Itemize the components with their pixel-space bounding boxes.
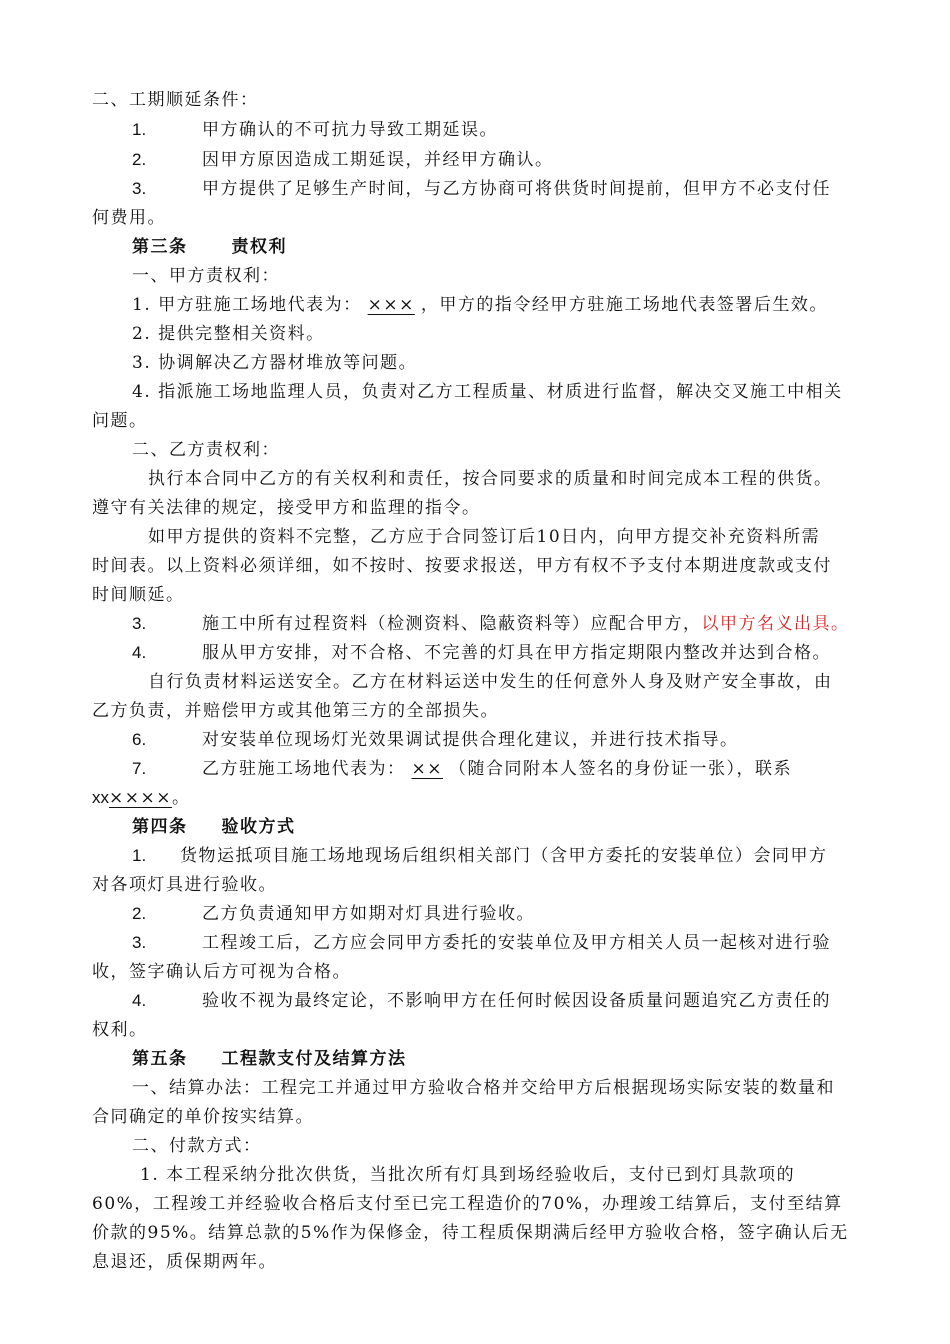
article-title: 工程款支付及结算方法 [221,1049,407,1069]
clause: 4. 指派施工场地监理人员，负责对乙方工程质量、材质进行监督，解决交叉施工中相关 [132,382,843,402]
item-number: 1. [132,846,147,865]
list-item [132,900,912,928]
clause: 如甲方提供的资料不完整，乙方应于合同签订后10日内，向甲方提交补充资料所需 [148,527,821,547]
clause-continuation: 息退还，质保期两年。 [92,1252,277,1272]
list-item [132,146,912,174]
list-item [132,175,912,203]
clause-continuation: 乙方负责，并赔偿甲方或其他第三方的全部损失。 [92,701,499,721]
item-number: 4. [132,643,147,662]
clause [132,291,912,319]
item-number: 3. [132,614,147,633]
clause-continuation: 合同确定的单价按实结算。 [92,1107,314,1127]
item-text: 工程竣工后，乙方应会同甲方委托的安装单位及甲方相关人员一起核对进行验 [202,933,831,953]
clause-continuation: 时间顺延。 [92,585,185,605]
list-item [132,929,912,957]
item-text: 甲方提供了足够生产时间，与乙方协商可将供货时间提前，但甲方不必支付任 [202,179,831,199]
list-item [132,639,912,667]
item-continuation: 对各项灯具进行验收。 [92,875,277,895]
article-title: 验收方式 [221,817,296,837]
item-text: 乙方驻施工场地代表为： [202,759,406,779]
item-number: 4. [132,991,147,1010]
item-number: 3. [132,179,147,198]
list-item [132,842,912,870]
clause-continuation: 时间表。以上资料必须详细，如不按时、按要求报送，甲方有权不予支付本期进度款或支付 [92,556,832,576]
list-item [132,987,912,1015]
clause: 执行本合同中乙方的有关权利和责任，按合同要求的质量和时间完成本工程的供货。 [148,469,833,489]
clause: 自行负责材料运送安全。乙方在材料运送中发生的任何意外人身及财产安全事故，由 [148,672,833,692]
clause-continuation: 价款的95%。结算总款的5%作为保修金，待工程质保期满后经甲方验收合格，签字确认后无 [92,1223,849,1243]
clause: 1. 本工程采纳分批次供货，当批次所有灯具到场经验收后，支付已到灯具款项的 [140,1165,796,1185]
article-heading [132,233,912,261]
subsection-heading: 二、乙方责权利： [132,440,280,460]
article-heading [132,813,912,841]
item-text: 验收不视为最终定论，不影响甲方在任何时候因设备质量问题追究乙方责任的 [202,991,831,1011]
clause-text: ，甲方的指令经甲方驻施工场地代表签署后生效。 [420,295,828,315]
item-number: 2. [132,904,147,923]
article-title: 责权利 [231,237,287,257]
list-item [132,726,912,754]
item-text: 施工中所有过程资料（检测资料、隐蔽资料等）应配合甲方， [202,614,702,634]
item-text: 对安装单位现场灯光效果调试提供合理化建议，并进行技术指导。 [202,730,739,750]
item-text: 乙方负责通知甲方如期对灯具进行验收。 [202,904,535,924]
item-text: 因甲方原因造成工期延误，并经甲方确认。 [202,150,554,170]
list-item [132,610,912,638]
item-text: 甲方确认的不可抗力导致工期延误。 [202,120,498,140]
item-number: 1. [132,120,147,139]
clause: 2. 提供完整相关资料。 [132,324,325,344]
article-label: 第五条 [132,1049,188,1069]
list-item [132,755,912,783]
clause-continuation: 遵守有关法律的规定，接受甲方和监理的指令。 [92,498,481,518]
clause-text: 1. 甲方驻施工场地代表为： [132,295,362,315]
item-continuation [92,784,872,812]
item-text: 。 [171,788,191,808]
item-continuation: 权利。 [92,1020,148,1040]
filled-blank: ×× [411,759,443,779]
list-item [132,116,912,144]
clause: 3. 协调解决乙方器材堆放等问题。 [132,353,418,373]
article-label: 第三条 [132,237,188,257]
clause: 一、结算办法：工程完工并通过甲方验收合格并交给甲方后根据现场实际安装的数量和 [132,1078,835,1098]
clause-continuation: 问题。 [92,411,148,431]
article-label: 第四条 [132,817,188,837]
item-text: （随合同附本人签名的身份证一张），联系 [449,759,792,779]
filled-blank: ×××× [109,788,172,808]
item-continuation: 何费用。 [92,208,166,228]
section-heading: 二、工期顺延条件： [92,90,259,110]
contact-prefix: xx [92,788,109,807]
highlighted-text: 以甲方名义出具。 [701,614,850,634]
item-number: 6. [132,730,147,749]
item-number: 2. [132,150,147,169]
clause-continuation: 60%，工程竣工并经验收合格后支付至已完工程造价的70%，办理竣工结算后，支付至结算 [92,1194,843,1214]
item-continuation: 收，签字确认后方可视为合格。 [92,962,351,982]
subsection-heading: 一、甲方责权利： [132,266,280,286]
article-heading [132,1045,912,1073]
item-number: 7. [132,759,147,778]
item-text: 货物运抵项目施工场地现场后组织相关部门（含甲方委托的安装单位）会同甲方 [180,846,828,866]
filled-blank: ××× [367,295,415,315]
item-number: 3. [132,933,147,952]
subsection-heading: 二、付款方式： [132,1136,262,1156]
item-text: 服从甲方安排，对不合格、不完善的灯具在甲方指定期限内整改并达到合格。 [202,643,831,663]
